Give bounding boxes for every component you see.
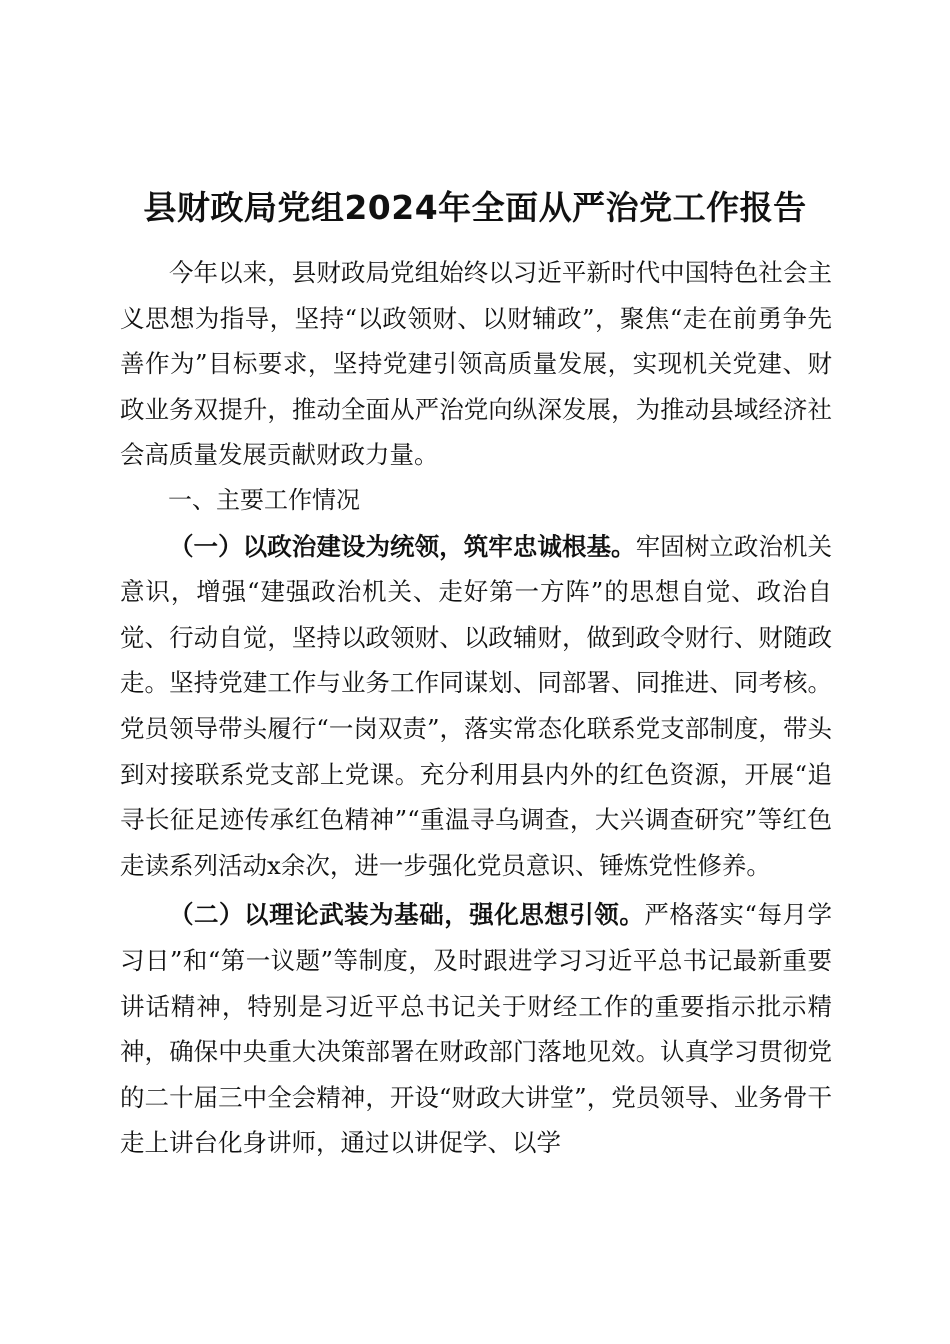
document-body xyxy=(120,250,832,1166)
subsection-2-text: 严格落实“每月学习日”和“第一议题”等制度，及时跟进学习习近平总书记最新重要讲话精神，特别是习近平总书记关于财经工作的重要指示批示精神，确保中央重大决策部署在财政部门落地见效。认真学习贯彻党的二十届三中全会精神，开设“财政大讲堂”，党员领导、业务骨干走上讲台化身讲师，通过以讲促学、以学 xyxy=(120,900,832,1158)
subsection-1-paragraph xyxy=(120,524,832,889)
section-heading-main-work: 一、主要工作情况 xyxy=(168,485,360,514)
subsection-2-lead: （二）以理论武装为基础，强化思想引领。 xyxy=(169,900,645,930)
subsection-1-lead: （一）以政治建设为统领，筑牢忠诚根基。 xyxy=(169,531,636,561)
intro-paragraph: 今年以来，县财政局党组始终以习近平新时代中国特色社会主义思想为指导，坚持“以政领财、以财辅政”，聚焦“走在前勇争先善作为”目标要求，坚持党建引领高质量发展，实现机关党建、财政业务双提升，推动全面从严治党向纵深发展，为推动县域经济社会高质量发展贡献财政力量。 xyxy=(120,258,832,470)
subsection-2-paragraph xyxy=(120,892,832,1166)
subsection-1-text: 牢固树立政治机关意识，增强“建强政治机关、走好第一方阵”的思想自觉、政治自觉、行动自觉，坚持以政领财、以政辅财，做到政令财行、财随政走。坚持党建工作与业务工作同谋划、同部署、同推进、同考核。党员领导带头履行“一岗双责”，落实常态化联系党支部制度，带头到对接联系党支部上党课。充分利用县内外的红色资源，开展“追寻长征足迹传承红色精神”“重温寻乌调查，大兴调查研究”等红色走读系列活动x余次，进一步强化党员意识、锤炼党性修养。 xyxy=(120,531,833,880)
document-title: 县财政局党组2024年全面从严治党工作报告 xyxy=(143,188,807,227)
